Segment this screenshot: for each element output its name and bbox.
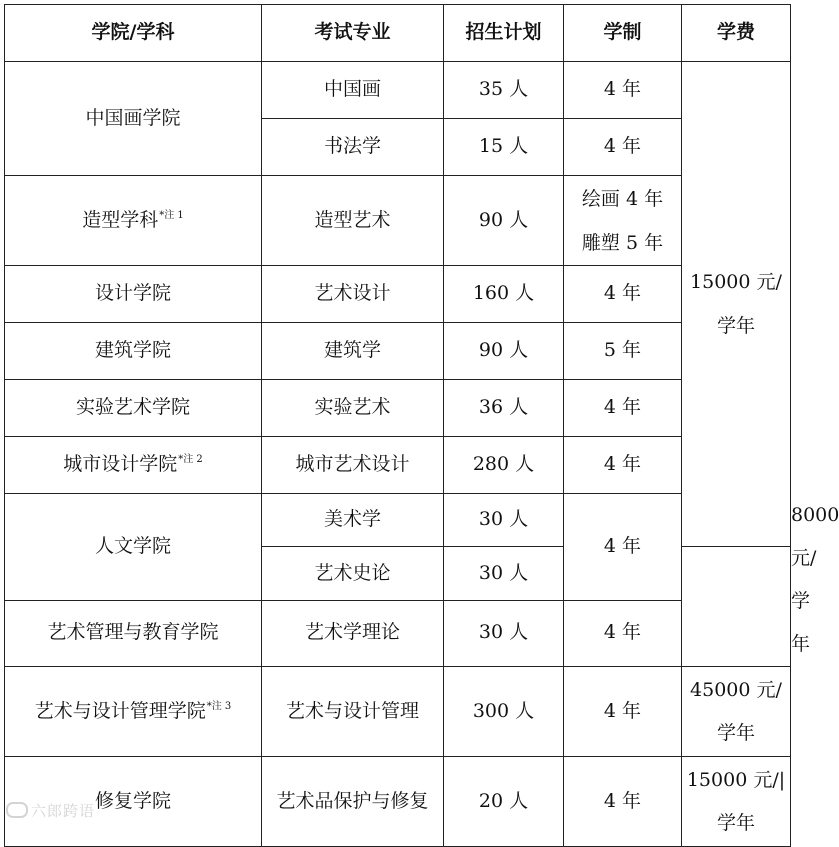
- college-cell: [5, 667, 262, 757]
- college-cell: 人文学院: [5, 494, 262, 601]
- tuition-amount: 15000 元/|: [686, 768, 786, 791]
- footnote-marker: *注 2: [178, 454, 203, 466]
- tuition-amount: 15000 元/: [690, 271, 782, 294]
- college-cell: 实验艺术学院: [5, 380, 262, 437]
- footnote-marker: *注 3: [206, 700, 232, 712]
- quota-cell: 160 人: [444, 266, 564, 323]
- duration-cell: 5 年: [564, 323, 682, 380]
- tuition-unit: 学年: [716, 315, 755, 338]
- duration-cell: [564, 176, 682, 266]
- header-tuition: 学费: [682, 5, 791, 62]
- table-row: [5, 667, 791, 757]
- tuition-unit: 学年: [716, 721, 755, 744]
- duration-cell: 4 年: [564, 494, 682, 601]
- quota-cell: 36 人: [444, 380, 564, 437]
- major-cell: 建筑学: [262, 323, 444, 380]
- duration-cell: 4 年: [564, 600, 682, 666]
- header-row: [5, 5, 791, 62]
- duration-line: 雕塑 5 年: [581, 231, 664, 254]
- major-cell: 美术学: [262, 494, 444, 547]
- major-cell: 造型艺术: [262, 176, 444, 266]
- college-cell: [5, 437, 262, 494]
- quota-cell: 30 人: [444, 547, 564, 600]
- quota-cell: 280 人: [444, 437, 564, 494]
- college-cell: 中国画学院: [5, 62, 262, 176]
- major-cell: 书法学: [262, 119, 444, 176]
- quota-cell: 15 人: [444, 119, 564, 176]
- major-cell: 艺术品保护与修复: [262, 757, 444, 847]
- major-cell: 实验艺术: [262, 380, 444, 437]
- duration-cell: 4 年: [564, 380, 682, 437]
- college-name: 艺术与设计管理学院: [34, 699, 206, 722]
- table-row: 人文学院 美术学 30 人 4 年 8000 元/ 学年: [5, 494, 791, 547]
- college-name: 城市设计学院: [63, 453, 178, 476]
- tuition-cell: [682, 667, 791, 757]
- footnote-marker: *注 1: [159, 209, 184, 221]
- duration-cell: 4 年: [564, 266, 682, 323]
- tuition-amount: 45000 元/: [690, 678, 782, 701]
- table-row: [5, 266, 791, 323]
- tuition-unit: 学年: [716, 811, 755, 834]
- table-row: [5, 380, 791, 437]
- watermark-text: 六郎跨语: [31, 802, 96, 820]
- watermark: [6, 800, 95, 821]
- quota-cell: 90 人: [444, 176, 564, 266]
- table-row: [5, 600, 791, 666]
- quota-cell: 30 人: [444, 600, 564, 666]
- quota-cell: 20 人: [444, 757, 564, 847]
- quota-cell: 300 人: [444, 667, 564, 757]
- quota-cell: 35 人: [444, 62, 564, 119]
- header-quota: 招生计划: [444, 5, 564, 62]
- table-row: [5, 323, 791, 380]
- table-row: [5, 176, 791, 266]
- table-row: [5, 437, 791, 494]
- duration-cell: 4 年: [564, 757, 682, 847]
- duration-cell: 4 年: [564, 667, 682, 757]
- admissions-table: [4, 4, 839, 847]
- college-name: 造型学科: [82, 208, 159, 231]
- major-cell: 艺术学理论: [262, 600, 444, 666]
- college-cell: 艺术管理与教育学院: [5, 600, 262, 666]
- header-major: 考试专业: [262, 5, 444, 62]
- duration-cell: 4 年: [564, 119, 682, 176]
- header-college: 学院/学科: [5, 5, 262, 62]
- major-cell: 艺术与设计管理: [262, 667, 444, 757]
- college-cell: 修复学院: [5, 757, 262, 847]
- tuition-cell: [682, 757, 791, 847]
- duration-line: 绘画 4 年: [581, 187, 664, 210]
- college-cell: [5, 176, 262, 266]
- college-cell: 建筑学院: [5, 323, 262, 380]
- header-duration: 学制: [564, 5, 682, 62]
- college-cell: 设计学院: [5, 266, 262, 323]
- major-cell: 艺术史论: [262, 547, 444, 600]
- watermark-logo-icon: [6, 802, 28, 818]
- quota-cell: 30 人: [444, 494, 564, 547]
- duration-cell: 4 年: [564, 437, 682, 494]
- duration-cell: 4 年: [564, 62, 682, 119]
- table-row: [5, 757, 791, 847]
- quota-cell: 90 人: [444, 323, 564, 380]
- table-row: [5, 62, 791, 119]
- major-cell: 艺术设计: [262, 266, 444, 323]
- major-cell: 中国画: [262, 62, 444, 119]
- tuition-cell: [682, 62, 791, 547]
- major-cell: 城市艺术设计: [262, 437, 444, 494]
